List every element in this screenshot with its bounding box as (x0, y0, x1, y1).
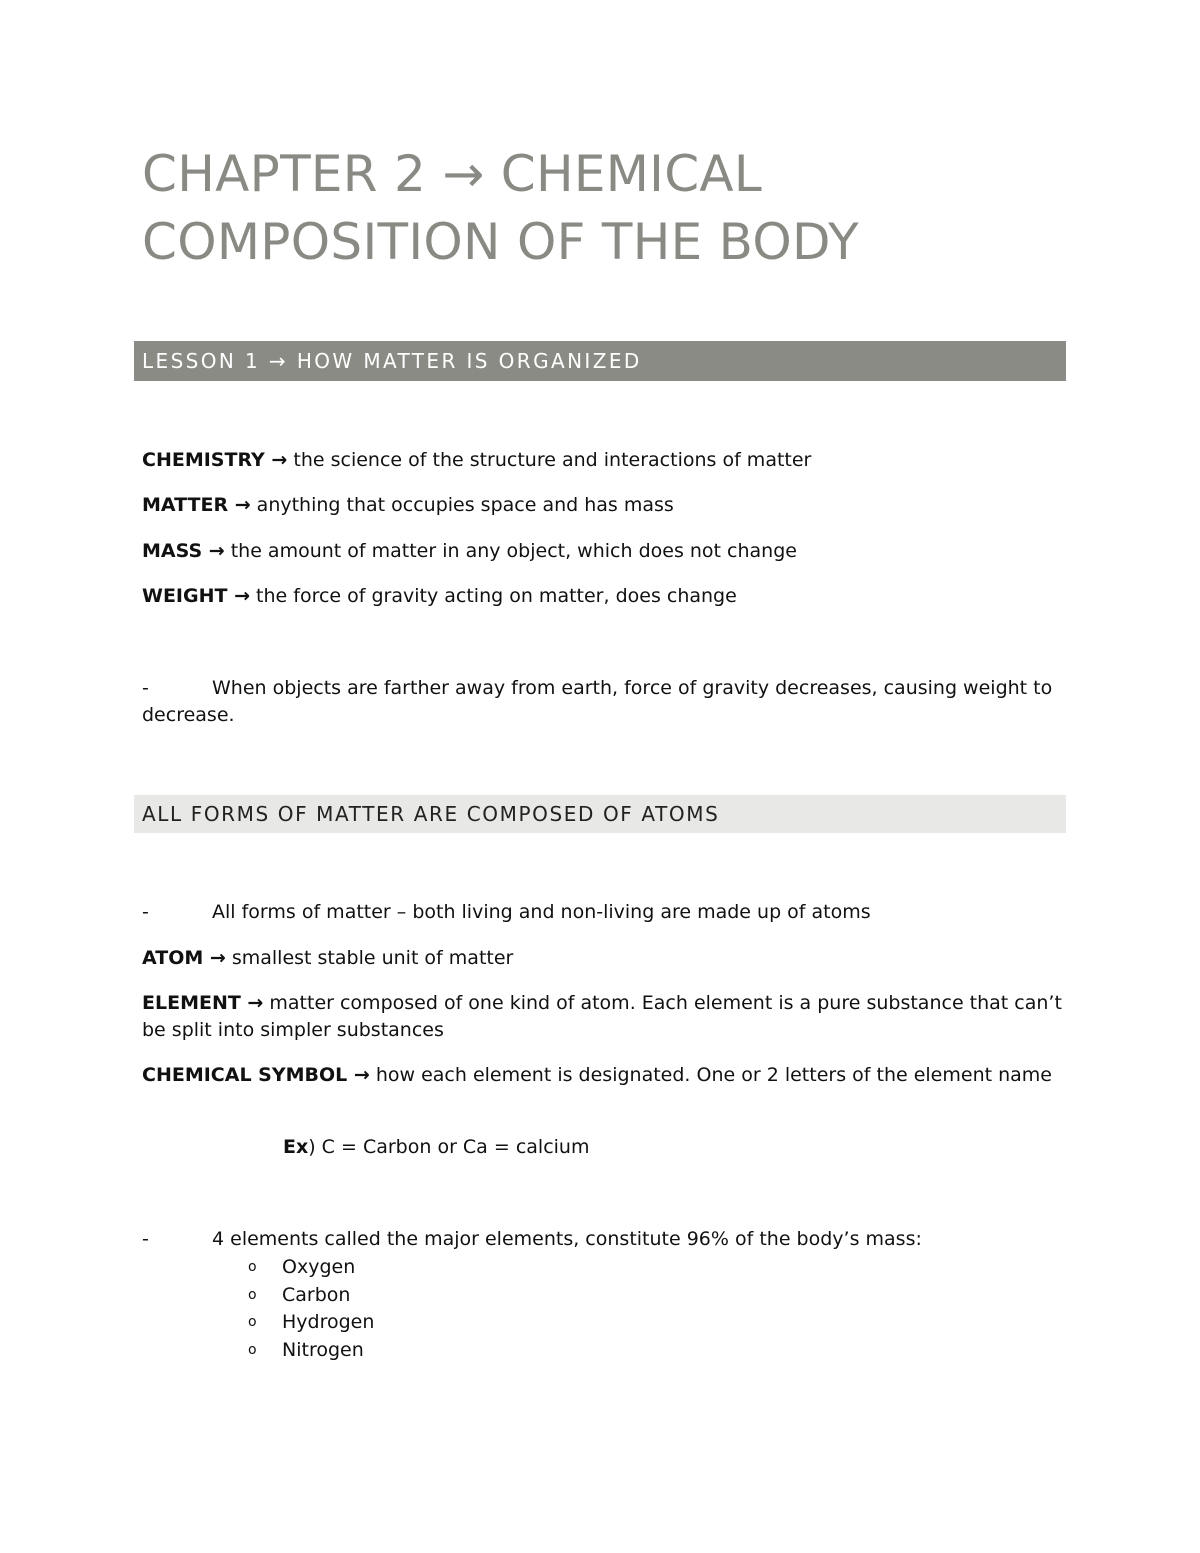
definition-term: CHEMICAL SYMBOL → (142, 1064, 370, 1086)
example-text: ) C = Carbon or Ca = calcium (308, 1136, 590, 1158)
definition-term: ATOM → (142, 947, 226, 969)
list-item-text: Nitrogen (282, 1338, 364, 1361)
definition-mass (142, 538, 1062, 565)
definition-text: how each element is designated. One or 2 letters of the element name (369, 1064, 1052, 1086)
list-item-text: Hydrogen (282, 1311, 375, 1333)
list-item (248, 1254, 374, 1282)
definition-matter (142, 492, 1062, 519)
definition-text: the force of gravity acting on matter, does change (250, 585, 737, 607)
definition-element (142, 990, 1062, 1044)
definition-text: smallest stable unit of matter (225, 947, 514, 969)
chapter-title-line-2: COMPOSITION OF THE BODY (142, 213, 859, 271)
major-elements-list (248, 1254, 374, 1364)
circle-bullet-icon: o (248, 1314, 257, 1330)
definition-chemistry (142, 447, 1062, 474)
circle-bullet-icon: o (248, 1259, 257, 1275)
definition-text: the science of the structure and interactions of matter (287, 449, 812, 471)
list-item (248, 1282, 374, 1310)
list-item-text: Carbon (282, 1283, 351, 1306)
definition-atom (142, 945, 1062, 972)
example-line (283, 1134, 589, 1161)
atoms-point (142, 899, 1062, 926)
atoms-section-heading: ALL FORMS OF MATTER ARE COMPOSED OF ATOMS (134, 795, 1066, 833)
list-item (248, 1337, 374, 1365)
definition-text: anything that occupies space and has mass (250, 494, 674, 516)
definition-term: WEIGHT → (142, 585, 250, 607)
definition-term: CHEMISTRY → (142, 449, 288, 471)
definition-chemical-symbol (142, 1062, 1062, 1089)
gravity-note-text: When objects are farther away from earth, force of gravity decreases, causing weight to decrease. (142, 677, 1053, 726)
definition-text: matter composed of one kind of atom. Each element is a pure substance that can’t be split into simpler substances (142, 992, 1062, 1041)
list-dash: - (142, 901, 149, 923)
gravity-note (142, 675, 1062, 729)
circle-bullet-icon: o (248, 1341, 257, 1358)
list-item (248, 1309, 374, 1337)
lesson-1-heading: LESSON 1 → HOW MATTER IS ORGANIZED (134, 341, 1066, 381)
list-dash: - (142, 1228, 149, 1250)
definition-text: the amount of matter in any object, which does not change (224, 540, 797, 562)
chapter-title (142, 140, 1062, 276)
definition-term: ELEMENT → (142, 992, 264, 1014)
definition-term: MATTER → (142, 494, 251, 516)
major-elements-text: 4 elements called the major elements, constitute 96% of the body’s mass: (212, 1228, 922, 1250)
definition-term: MASS → (142, 540, 225, 562)
example-label: Ex (283, 1136, 309, 1158)
definition-weight (142, 583, 1062, 610)
atoms-point-text: All forms of matter – both living and non-living are made up of atoms (212, 901, 871, 923)
chapter-title-line-1: CHAPTER 2 → CHEMICAL (142, 145, 763, 203)
list-dash: - (142, 677, 149, 699)
list-item-text: Oxygen (282, 1256, 356, 1278)
major-elements-point (142, 1226, 1062, 1253)
circle-bullet-icon: o (248, 1286, 257, 1303)
